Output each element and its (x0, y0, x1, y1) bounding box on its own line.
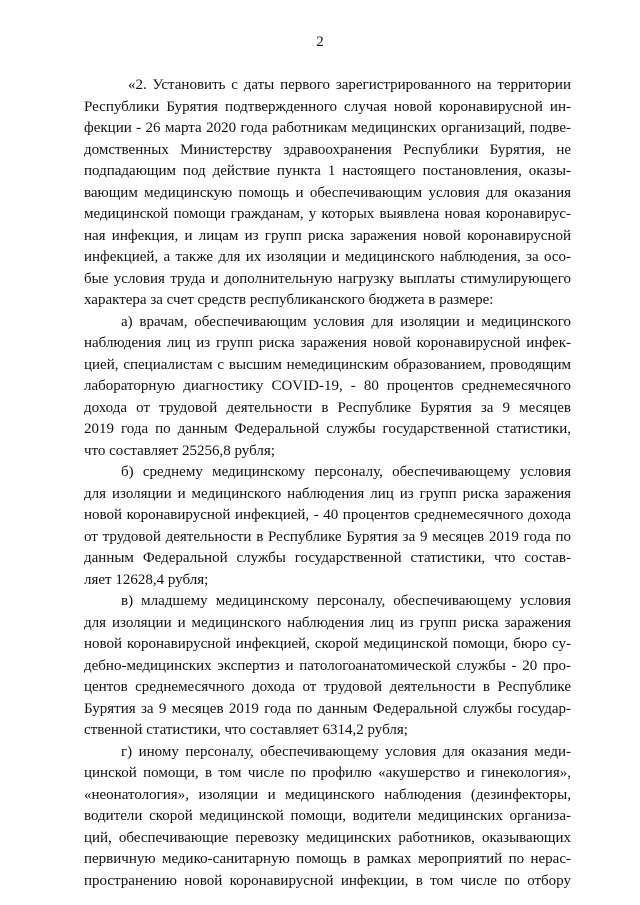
text-line: медицинской помощи гражданам, у которых выявлена новая коронавирус- (84, 206, 571, 222)
page-number: 2 (316, 34, 324, 50)
text-line: подпадающим под действие пункта 1 настоящего постановления, оказы- (84, 163, 571, 179)
text-line: от трудовой деятельности в Республике Бурятия за 9 месяцев 2019 года по (84, 528, 571, 545)
text-line: новой коронавирусной инфекцией, скорой медицинской помощи, бюро су- (84, 636, 571, 652)
text-line: ций, обеспечивающие перевозку медицинских работников, оказывающих (84, 829, 571, 846)
text-line: бые условия труда и дополнительную нагрузку выплаты стимулирующего (84, 270, 571, 287)
text-line: в) младшему медицинскому персоналу, обеспечивающему условия (121, 593, 571, 609)
text-line: Бурятия за 9 месяцев 2019 года по данным Федеральной службы государ- (84, 700, 571, 717)
text-line: новой коронавирусной инфекцией, - 40 процентов среднемесячного дохода (84, 507, 571, 523)
text-line: наблюдения лиц из групп риска заражения новой коронавирусной инфек- (84, 335, 571, 351)
text-line: 2019 года по данным Федеральной службы государственной статистики, (84, 421, 571, 437)
text-line: г) иному персоналу, обеспечивающему условия для оказания меди- (121, 743, 571, 760)
text-line: первичную медико-санитарную помощь в рамках мероприятий по нерас- (84, 851, 571, 867)
text-line: вающим медицинскую помощь и обеспечивающим условия для оказания (84, 184, 571, 201)
text-line: данным Федеральной службы государственной статистики, что состав- (84, 550, 571, 566)
text-line: характера за счет средств республиканского бюджета в размере: (84, 292, 494, 308)
text-line: фекции - 26 марта 2020 года работникам медицинских организаций, подве- (84, 120, 571, 136)
text-line: для изоляции и медицинского наблюдения лиц из групп риска заражения (84, 485, 571, 502)
text-line: центов среднемесячного дохода от трудовой деятельности в Республике (84, 679, 571, 695)
text-line: «2. Установить с даты первого зарегистрированного на территории (128, 77, 571, 93)
text-line: лабораторную диагностику COVID-19, - 80 процентов среднемесячного (84, 378, 571, 394)
text-line: Республики Бурятия подтвержденного случая новой коронавирусной ин- (84, 98, 571, 115)
text-line: дохода от трудовой деятельности в Республике Бурятия за 9 месяцев (84, 399, 571, 416)
text-line: что составляет 25256,8 рубля; (84, 442, 275, 459)
text-line: ляет 12628,4 рубля; (84, 571, 209, 588)
text-line: «неонатология», изоляции и медицинского наблюдения (дезинфекторы, (84, 786, 571, 803)
text-line: ственной статистики, что составляет 6314,2 рубля; (84, 722, 408, 738)
text-line: домственных Министерству здравоохранения Республики Бурятия, не (84, 141, 571, 158)
text-line: а) врачам, обеспечивающим условия для изоляции и медицинского (121, 313, 571, 330)
text-line: ная инфекция, и лицам из групп риска заражения новой коронавирусной (84, 227, 571, 244)
text-line: цинской помощи, в том числе по профилю «акушерство и гинекология», (84, 765, 571, 781)
text-line: б) среднему медицинскому персоналу, обеспечивающему условия (121, 464, 571, 480)
text-line: водители скорой медицинской помощи, водители медицинских организа- (84, 808, 571, 824)
document-body (84, 75, 571, 892)
text-line: дебно-медицинских экспертиз и патологоанатомической службы - 20 про- (84, 657, 571, 674)
text-line: для изоляции и медицинского наблюдения лиц из групп риска заражения (84, 614, 571, 631)
text-line: инфекцией, а также для их изоляции и медицинского наблюдения, за осо- (84, 249, 571, 265)
text-line: цией, специалистам с высшим немедицинским образованием, проводящим (84, 356, 571, 373)
text-line: пространению новой коронавирусной инфекции, в том числе по отбору (84, 872, 571, 889)
